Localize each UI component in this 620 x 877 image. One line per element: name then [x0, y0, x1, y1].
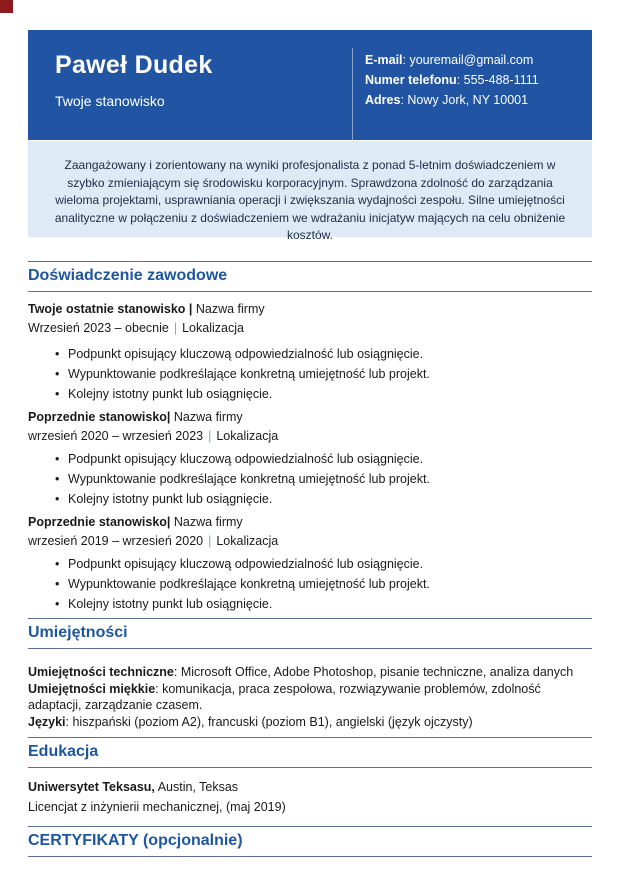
job-location: Lokalizacja	[216, 429, 279, 443]
skill-label: Umiejętności miękkie	[28, 681, 156, 696]
contact-value-phone: : 555-488-1111	[456, 73, 539, 87]
school-location: Austin, Teksas	[154, 780, 239, 794]
bullet-item: • Podpunkt opisujący kluczową odpowiedzialność lub osiągnięcie.	[68, 344, 592, 364]
education-school-line	[28, 778, 592, 798]
separator-pipe: |	[173, 321, 178, 335]
job-entry	[28, 513, 592, 551]
job-entry	[28, 300, 592, 338]
job-company: Nazwa firmy	[192, 302, 265, 316]
job-title: Poprzednie stanowisko|	[28, 515, 171, 529]
separator-pipe: |	[208, 429, 212, 443]
job-title: Poprzednie stanowisko|	[28, 410, 171, 424]
job-bullet-list	[28, 554, 592, 614]
skill-values: : komunikacja, praca zespołowa, rozwiązywanie problemów, zdolność adaptacji, zarządzanie czasem.	[28, 681, 541, 712]
section-heading-experience	[28, 261, 592, 292]
skill-line-soft	[28, 681, 592, 714]
experience-heading: Doświadczenie zawodowe	[28, 267, 228, 284]
section-heading-education	[28, 737, 592, 768]
school-name: Uniwersytet Teksasu,	[28, 780, 155, 794]
job-date: wrzesień 2020 – wrzesień 2023	[28, 429, 204, 443]
job-date-line	[28, 532, 592, 551]
education-degree-line: Licencjat z inżynierii mechanicznej, (maj 2019)	[28, 799, 286, 814]
job-location: Lokalizacja	[216, 534, 279, 548]
section-heading-certificates	[28, 826, 592, 857]
job-bullet-list	[28, 449, 592, 509]
contact-value-address: : Nowy Jork, NY 10001	[400, 93, 529, 107]
contact-line-email	[365, 50, 580, 70]
education-block	[28, 778, 592, 817]
job-company: Nazwa firmy	[170, 410, 243, 424]
skill-label: Umiejętności techniczne	[28, 665, 174, 679]
corner-red-mark	[0, 0, 13, 13]
skill-values: : hiszpański (poziom A2), francuski (poziom B1), angielski (język ojczysty)	[65, 714, 473, 729]
job-title-line	[28, 300, 592, 319]
education-heading: Edukacja	[28, 743, 99, 760]
job-company: Nazwa firmy	[170, 515, 243, 529]
contact-value-email: : youremail@gmail.com	[402, 53, 534, 67]
header-band	[28, 30, 592, 140]
section-heading-skills	[28, 618, 592, 649]
bullet-item: • Kolejny istotny punkt lub osiągnięcie.	[68, 489, 592, 509]
job-date-line	[28, 427, 592, 446]
skill-line-languages	[28, 714, 592, 731]
skill-values: : Microsoft Office, Adobe Photoshop, pisanie techniczne, analiza danych	[173, 665, 574, 679]
bullet-item: • Podpunkt opisujący kluczową odpowiedzialność lub osiągnięcie.	[68, 449, 592, 469]
skill-line-technical	[28, 664, 592, 681]
certificates-heading: CERTYFIKATY (opcjonalnie)	[28, 832, 243, 849]
person-name: Paweł Dudek	[55, 51, 213, 79]
job-date-line	[28, 319, 592, 338]
person-role: Twoje stanowisko	[55, 93, 165, 109]
skills-heading: Umiejętności	[28, 624, 128, 641]
job-entry	[28, 408, 592, 446]
job-title-line	[28, 513, 592, 532]
job-location: Lokalizacja	[182, 321, 244, 335]
contact-line-phone	[365, 70, 580, 90]
skill-label: Języki	[28, 714, 66, 729]
bullet-item: • Podpunkt opisujący kluczową odpowiedzialność lub osiągnięcie.	[68, 554, 592, 574]
job-date: Wrzesień 2023 – obecnie	[28, 321, 169, 335]
summary-box: Zaangażowany i zorientowany na wyniki profesjonalista z ponad 5-letnim doświadczeniem w szybko zmieniającym się środowisku korporacyjnym. Sprawdzona zdolność do zarządzania wieloma projektami, usprawniania operacji i zwiększania wydajności zespołu. Silne umiejętności analityczne w połączeniu z doświadczeniem we wdrażaniu inicjatyw mających na celu obniżenie kosztów.	[28, 141, 592, 237]
bullet-item: • Kolejny istotny punkt lub osiągnięcie.	[68, 384, 592, 404]
header-identity	[28, 30, 213, 140]
skills-block	[28, 664, 592, 730]
job-bullet-list	[28, 344, 592, 404]
separator-pipe: |	[208, 534, 212, 548]
contact-label-phone: Numer telefonu	[365, 73, 457, 87]
bullet-item: • Wypunktowanie podkreślające konkretną umiejętność lub projekt.	[68, 574, 592, 594]
job-date: wrzesień 2019 – wrzesień 2020	[28, 534, 204, 548]
bullet-item: • Kolejny istotny punkt lub osiągnięcie.	[68, 594, 592, 614]
contact-label-address: Adres	[365, 93, 401, 107]
job-title: Twoje ostatnie stanowisko |	[28, 302, 193, 316]
contact-block	[352, 48, 580, 140]
contact-line-address	[365, 90, 580, 110]
bullet-item: • Wypunktowanie podkreślające konkretną umiejętność lub projekt.	[68, 469, 592, 489]
contact-label-email: E-mail	[365, 53, 403, 67]
bullet-item: • Wypunktowanie podkreślające konkretną umiejętność lub projekt.	[68, 364, 592, 384]
job-title-line	[28, 408, 592, 427]
